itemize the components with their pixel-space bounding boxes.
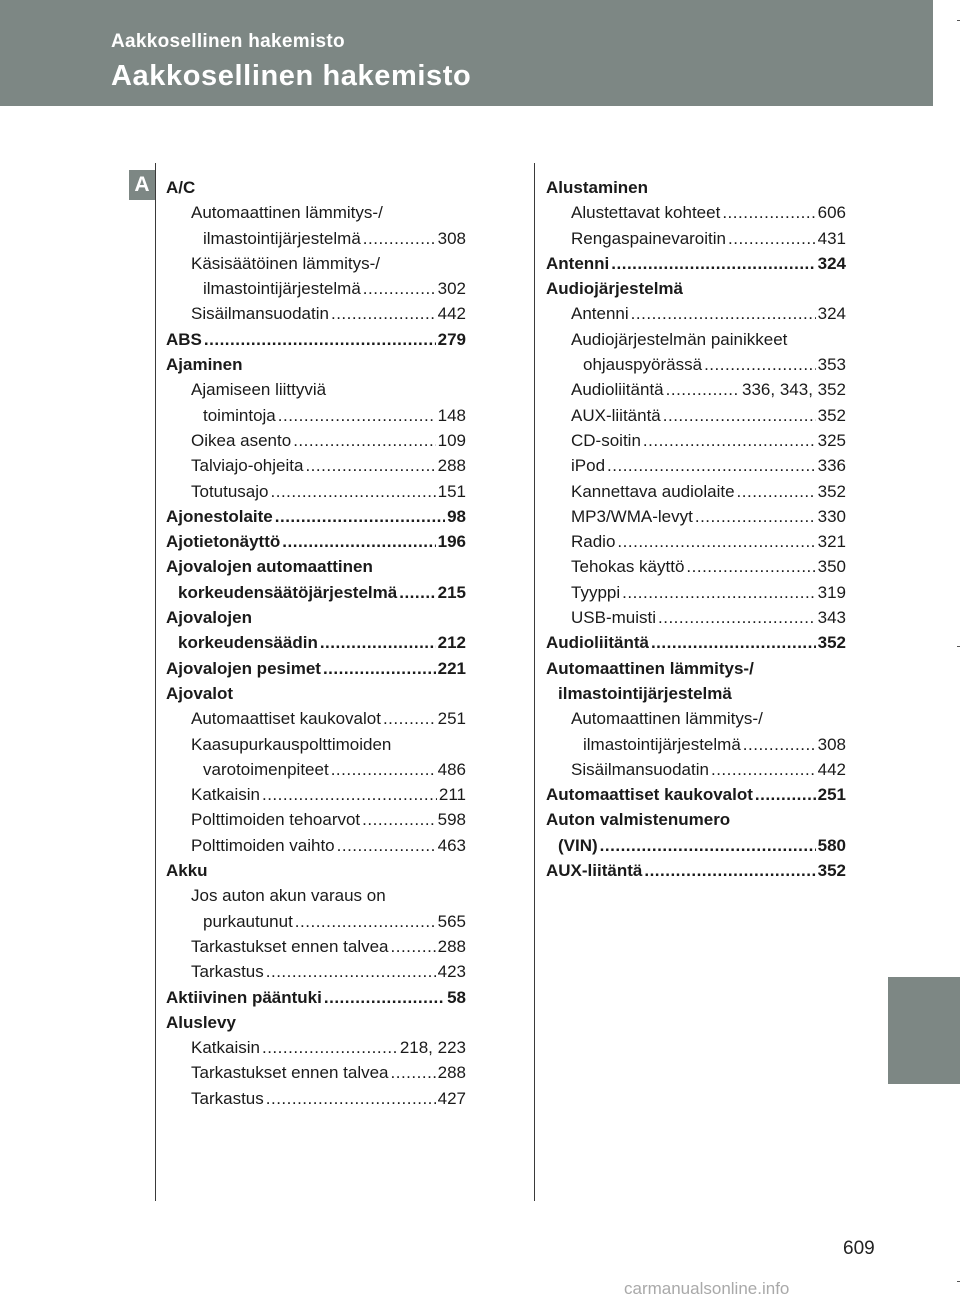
page-reference: 336 — [817, 456, 846, 476]
index-entry — [166, 301, 466, 326]
watermark-text: carmanualsonline.info — [624, 1279, 790, 1298]
index-term: Tarkastus — [191, 962, 264, 982]
index-entry — [546, 200, 846, 225]
page-reference: 352 — [817, 405, 846, 425]
page-reference: 427 — [437, 1088, 466, 1108]
index-entry — [166, 605, 466, 630]
index-entry — [546, 301, 846, 326]
index-term: Tehokas käyttö — [571, 557, 685, 577]
index-entry — [546, 276, 846, 301]
dot-leader — [631, 301, 816, 326]
index-entry — [166, 833, 466, 858]
index-term: Ajamiseen liittyviä — [191, 380, 327, 400]
dot-leader — [331, 301, 436, 326]
index-term: Ajonestolaite — [166, 506, 273, 526]
index-term: varotoimenpiteet — [203, 759, 329, 779]
index-entry — [166, 352, 466, 377]
index-term: Audiojärjestelmän painikkeet — [571, 329, 788, 349]
dot-leader — [275, 504, 445, 529]
dot-leader — [362, 807, 435, 832]
index-term: iPod — [571, 456, 606, 476]
dot-leader — [331, 757, 436, 782]
dot-leader — [278, 403, 436, 428]
dot-leader — [337, 833, 436, 858]
dot-leader — [743, 732, 816, 757]
index-term: (VIN) — [558, 835, 598, 855]
page-reference: 606 — [817, 203, 846, 223]
page-reference: 221 — [437, 658, 466, 678]
index-entry — [166, 681, 466, 706]
dot-leader — [293, 428, 435, 453]
dot-leader — [383, 706, 436, 731]
index-entry — [546, 732, 846, 757]
index-entry — [166, 251, 466, 276]
index-term: Tarkastus — [191, 1088, 264, 1108]
dot-leader — [363, 276, 436, 301]
index-entry — [166, 529, 466, 554]
page-reference: 343 — [817, 608, 846, 628]
index-entry — [546, 479, 846, 504]
index-term: Audiojärjestelmä — [546, 279, 683, 299]
index-term: Tyyppi — [571, 582, 621, 602]
index-entry — [546, 807, 846, 832]
page-reference: 308 — [817, 734, 846, 754]
index-entry — [166, 782, 466, 807]
dot-leader — [262, 782, 437, 807]
index-term: Kannettava audiolaite — [571, 481, 735, 501]
page-reference: 324 — [817, 304, 846, 324]
page-reference: 598 — [437, 810, 466, 830]
page-reference: 251 — [817, 785, 846, 805]
page-reference: 321 — [817, 532, 846, 552]
index-column-left — [166, 175, 466, 1111]
page-reference: 308 — [437, 228, 466, 248]
dot-leader — [704, 352, 816, 377]
dot-leader — [295, 909, 436, 934]
index-term: Jos auton akun varaus on — [191, 886, 386, 906]
index-term: Talviajo-ohjeita — [191, 456, 304, 476]
page-reference: 486 — [437, 759, 466, 779]
page-reference: 442 — [437, 304, 466, 324]
index-term: ilmastointijärjestelmä — [203, 228, 361, 248]
index-entry — [166, 1060, 466, 1085]
index-term: Automaattinen lämmitys-/ — [546, 658, 754, 678]
dot-leader — [737, 479, 816, 504]
page-reference: 288 — [437, 936, 466, 956]
index-term: ilmastointijärjestelmä — [583, 734, 741, 754]
index-term: Polttimoiden tehoarvot — [191, 810, 361, 830]
page-reference: 109 — [437, 430, 466, 450]
page-reference: 251 — [437, 709, 466, 729]
page-reference: 215 — [437, 582, 466, 602]
index-entry — [166, 1010, 466, 1035]
dot-leader — [262, 1035, 398, 1060]
index-entry — [546, 504, 846, 529]
index-term: Oikea asento — [191, 430, 292, 450]
index-entry — [546, 453, 846, 478]
page-number: 609 — [843, 1238, 875, 1259]
dot-leader — [600, 833, 816, 858]
dot-leader — [711, 757, 816, 782]
index-entry — [546, 251, 846, 276]
index-entry — [546, 656, 846, 681]
dot-leader — [399, 580, 435, 605]
dot-leader — [663, 403, 816, 428]
index-entry — [166, 580, 466, 605]
index-entry — [166, 327, 466, 352]
index-entry — [166, 226, 466, 251]
index-entry — [546, 605, 846, 630]
page-reference: 423 — [437, 962, 466, 982]
index-term: Alustaminen — [546, 178, 649, 197]
page-reference: 565 — [437, 911, 466, 931]
page-reference: 352 — [817, 481, 846, 501]
index-entry — [546, 858, 846, 883]
page-reference: 98 — [447, 506, 466, 526]
index-term: Aluslevy — [166, 1012, 236, 1032]
index-entry — [546, 681, 846, 706]
index-term: Antenni — [571, 304, 629, 324]
index-entry — [166, 732, 466, 757]
index-entry — [546, 352, 846, 377]
index-entry — [166, 909, 466, 934]
index-term: Rengaspainevaroitin — [571, 228, 726, 248]
index-term: Akku — [166, 861, 208, 881]
dot-leader — [728, 226, 816, 251]
index-term: korkeudensäädin — [178, 633, 318, 653]
index-entry — [166, 175, 466, 200]
index-term: ilmastointijärjestelmä — [203, 279, 361, 299]
index-term: purkautunut — [203, 911, 293, 931]
index-term: Antenni — [546, 253, 610, 273]
dot-leader — [282, 529, 435, 554]
dot-leader — [617, 529, 815, 554]
index-entry — [546, 428, 846, 453]
index-entry — [546, 554, 846, 579]
page-reference: 211 — [438, 785, 466, 805]
index-column-right — [546, 175, 846, 883]
index-entry — [166, 377, 466, 402]
page-reference: 151 — [437, 481, 466, 501]
dot-leader — [686, 554, 815, 579]
page-reference: 279 — [437, 329, 466, 349]
page-header — [0, 0, 933, 106]
dot-leader — [323, 656, 436, 681]
index-entry — [546, 630, 846, 655]
index-entry — [166, 985, 466, 1010]
dot-leader — [305, 453, 435, 478]
page-reference: 212 — [437, 633, 466, 653]
dot-leader — [658, 605, 816, 630]
index-term: Katkaisin — [191, 1038, 260, 1058]
column-divider — [155, 163, 156, 1201]
page-reference: 302 — [437, 279, 466, 299]
dot-leader — [391, 934, 436, 959]
index-term: Polttimoiden vaihto — [191, 835, 335, 855]
header-subtitle: Aakkosellinen hakemisto — [111, 31, 345, 52]
page-reference: 352 — [817, 633, 846, 653]
index-entry — [546, 706, 846, 731]
dot-leader — [607, 453, 816, 478]
dot-leader — [363, 226, 436, 251]
page-reference: 580 — [817, 835, 846, 855]
index-term: Auton valmistenumero — [546, 810, 731, 830]
page-reference: 319 — [817, 582, 846, 602]
index-entry — [166, 428, 466, 453]
section-letter: A — [129, 170, 155, 200]
index-entry — [546, 175, 846, 200]
index-term: ohjauspyörässä — [583, 355, 703, 375]
column-divider — [534, 163, 535, 1201]
dot-leader — [643, 428, 816, 453]
chapter-side-tab — [888, 977, 960, 1084]
index-entry — [166, 757, 466, 782]
page-reference: 350 — [817, 557, 846, 577]
index-term: toimintoja — [203, 405, 276, 425]
page-reference: 353 — [817, 355, 846, 375]
index-term: Automaattiset kaukovalot — [546, 785, 753, 805]
index-term: Tarkastukset ennen talvea — [191, 1063, 389, 1083]
index-entry — [546, 327, 846, 352]
index-term: korkeudensäätöjärjestelmä — [178, 582, 398, 602]
index-entry — [546, 580, 846, 605]
index-entry — [166, 883, 466, 908]
index-term: Ajovalojen — [166, 608, 252, 628]
index-term: Automaattinen lämmitys-/ — [571, 709, 763, 729]
dot-leader — [695, 504, 816, 529]
page-reference: 431 — [817, 228, 846, 248]
index-term: Kaasupurkauspolttimoiden — [191, 734, 392, 754]
index-entry — [166, 504, 466, 529]
index-entry — [166, 1035, 466, 1060]
dot-leader — [755, 782, 816, 807]
page-reference: 148 — [437, 405, 466, 425]
index-entry — [546, 833, 846, 858]
index-term: Totutusajo — [191, 481, 269, 501]
index-entry — [166, 200, 466, 225]
index-entry — [166, 403, 466, 428]
index-term: Ajovalot — [166, 683, 234, 703]
index-term: ABS — [166, 329, 202, 349]
page-reference: 330 — [817, 506, 846, 526]
dot-leader — [271, 479, 436, 504]
index-term: Aktiivinen pääntuki — [166, 987, 322, 1007]
dot-leader — [666, 377, 740, 402]
dot-leader — [622, 580, 815, 605]
index-entry — [166, 276, 466, 301]
index-term: CD-soitin — [571, 430, 641, 450]
page-reference: 58 — [447, 987, 466, 1007]
page-reference: 324 — [817, 253, 846, 273]
index-term: AUX-liitäntä — [571, 405, 661, 425]
page-reference: 218, 223 — [399, 1038, 466, 1058]
index-entry — [546, 403, 846, 428]
index-entry — [166, 959, 466, 984]
index-entry — [546, 377, 846, 402]
index-term: Audioliitäntä — [571, 380, 664, 400]
index-term: Automaattiset kaukovalot — [191, 709, 381, 729]
page-reference: 352 — [817, 861, 846, 881]
index-term: USB-muisti — [571, 608, 657, 628]
index-term: Alustettavat kohteet — [571, 203, 721, 223]
index-term: Ajaminen — [166, 355, 243, 375]
page-reference: 325 — [817, 430, 846, 450]
index-entry — [166, 858, 466, 883]
dot-leader — [324, 985, 445, 1010]
dot-leader — [320, 630, 436, 655]
page-reference: 288 — [437, 456, 466, 476]
header-title: Aakkosellinen hakemisto — [111, 60, 472, 92]
dot-leader — [722, 200, 815, 225]
index-entry — [166, 807, 466, 832]
index-term: Käsisäätöinen lämmitys-/ — [191, 253, 380, 273]
index-term: Ajotietonäyttö — [166, 532, 281, 552]
index-term: Tarkastukset ennen talvea — [191, 936, 389, 956]
index-entry — [166, 479, 466, 504]
index-entry — [166, 453, 466, 478]
dot-leader — [391, 1060, 436, 1085]
dot-leader — [611, 251, 815, 276]
index-entry — [546, 226, 846, 251]
index-term: Radio — [571, 532, 616, 552]
index-entry — [546, 782, 846, 807]
index-entry — [166, 1086, 466, 1111]
page-reference: 442 — [817, 759, 846, 779]
dot-leader — [266, 959, 436, 984]
index-term: A/C — [166, 178, 196, 197]
index-term: Automaattinen lämmitys-/ — [191, 203, 383, 223]
index-term: AUX-liitäntä — [546, 861, 643, 881]
index-entry — [546, 757, 846, 782]
dot-leader — [266, 1086, 436, 1111]
dot-leader — [644, 858, 815, 883]
index-entry — [166, 934, 466, 959]
index-entry — [546, 529, 846, 554]
index-term: Ajovalojen pesimet — [166, 658, 321, 678]
dot-leader — [651, 630, 816, 655]
index-entry — [166, 630, 466, 655]
index-entry — [166, 554, 466, 579]
page-reference: 196 — [437, 532, 466, 552]
index-term: MP3/WMA-levyt — [571, 506, 693, 526]
index-term: Ajovalojen automaattinen — [166, 557, 373, 577]
index-entry — [166, 656, 466, 681]
index-term: Katkaisin — [191, 785, 260, 805]
page-reference: 288 — [437, 1063, 466, 1083]
index-term: Audioliitäntä — [546, 633, 649, 653]
index-entry — [166, 706, 466, 731]
page-reference: 336, 343, 352 — [742, 380, 846, 400]
index-term: ilmastointijärjestelmä — [558, 683, 732, 703]
index-term: Sisäilmansuodatin — [571, 759, 709, 779]
dot-leader — [204, 327, 436, 352]
index-term: Sisäilmansuodatin — [191, 304, 329, 324]
page-reference: 463 — [437, 835, 466, 855]
